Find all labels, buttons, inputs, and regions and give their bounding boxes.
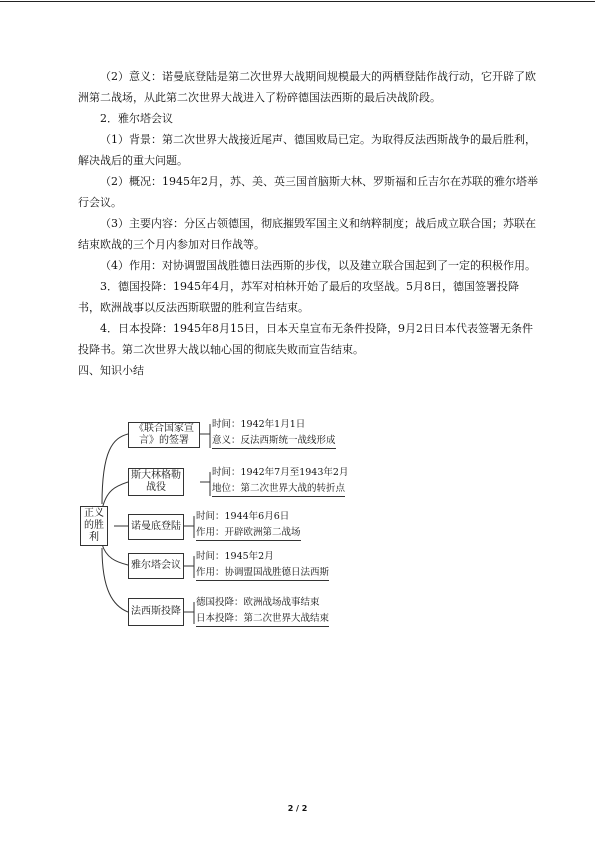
- leaf-un-declaration-time: 时间：1942年1月1日: [212, 419, 306, 430]
- leaf-yalta-time: 时间：1945年2月: [196, 551, 274, 562]
- knowledge-mindmap: [78, 420, 348, 630]
- paragraph-germany-surrender: 3．德国投降：1945年4月，苏军对柏林开始了最后的攻坚战。5月8日，德国签署投降书，欧洲战事以反法西斯联盟的胜利宣告结束。: [78, 280, 519, 314]
- mindmap-root: 正义的胜利: [80, 506, 108, 546]
- leaf-stalingrad-time: 时间：1942年7月至1943年2月: [212, 467, 349, 478]
- leaf-normandy-role: 作用：开辟欧洲第二战场: [196, 526, 301, 541]
- page-number: 2 / 2: [287, 804, 308, 813]
- leaf-yalta-role: 作用：协调盟国战胜德日法西斯: [196, 566, 329, 581]
- leaf-germany-surrender: 德国投降：欧洲战场战事结束: [196, 597, 320, 608]
- paragraph-yalta-role: （4）作用：对协调盟国战胜德日法西斯的步伐，以及建立联合国起到了一定的积极作用。: [100, 259, 536, 272]
- document-body: [78, 66, 540, 381]
- paragraph-yalta-background: （1）背景：第二次世界大战接近尾声、德国败局已定。为取得反法西斯战争的最后胜利，解决战后的重大问题。: [78, 133, 536, 167]
- section-heading-summary: 四、知识小结: [78, 364, 144, 377]
- paragraph-yalta-overview: （2）概况：1945年2月，苏、美、英三国首脑斯大林、罗斯福和丘吉尔在苏联的雅尔塔举行会议。: [78, 175, 538, 209]
- header-rule: [0, 1, 595, 2]
- leaf-stalingrad-status: 地位：第二次世界大战的转折点: [212, 482, 345, 497]
- branch-yalta: 雅尔塔会议: [128, 553, 184, 579]
- leaf-un-declaration-significance: 意义：反法西斯统一战线形成: [212, 434, 336, 449]
- branch-un-declaration: 《联合国家宣言》的签署: [128, 422, 200, 448]
- paragraph-normandy-significance: （2）意义：诺曼底登陆是第二次世界大战期间规模最大的两栖登陆作战行动，它开辟了欧洲第二战场，从此第二次世界大战进入了粉碎德国法西斯的最后决战阶段。: [78, 70, 536, 104]
- branch-stalingrad: 斯大林格勒战役: [128, 468, 184, 496]
- heading-yalta: 2．雅尔塔会议: [100, 112, 173, 125]
- paragraph-japan-surrender: 4．日本投降：1945年8月15日，日本天皇宣布无条件投降，9月2日日本代表签署无条件投降书。第二次世界大战以轴心国的彻底失败而宣告结束。: [78, 322, 533, 356]
- leaf-normandy-time: 时间：1944年6月6日: [196, 511, 290, 522]
- branch-fascist-surrender: 法西斯投降: [128, 598, 184, 626]
- branch-normandy: 诺曼底登陆: [128, 514, 184, 540]
- paragraph-yalta-content: （3）主要内容：分区占领德国，彻底摧毁军国主义和纳粹制度；战后成立联合国；苏联在结束欧战的三个月内参加对日作战等。: [78, 217, 536, 251]
- leaf-japan-surrender: 日本投降：第二次世界大战结束: [196, 612, 329, 627]
